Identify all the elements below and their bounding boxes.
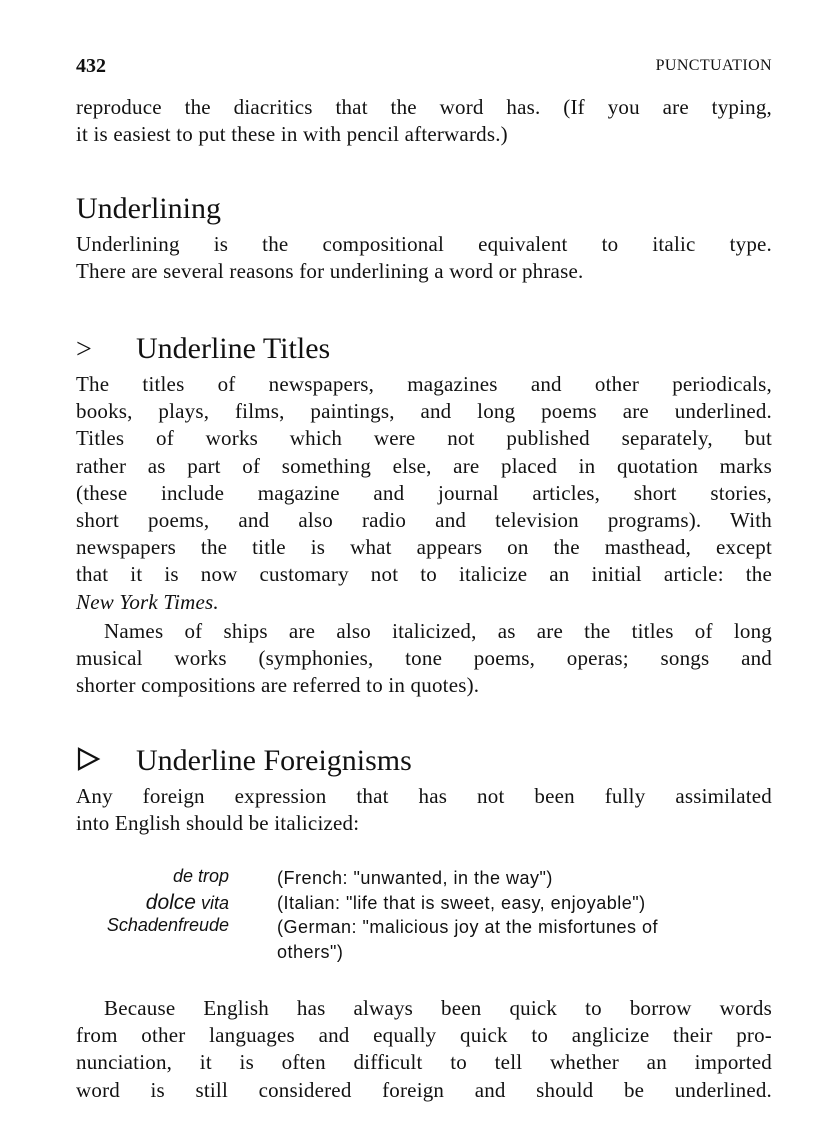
text-line: it is easiest to put these in with pencil afterwards.) (76, 122, 508, 147)
foreign-terms-list (76, 866, 776, 964)
text-line: shorter compositions are referred to in quotes). (76, 673, 480, 698)
text-line: word is still considered foreign and should be underlined. (76, 1077, 772, 1102)
section-heading: Underlining (76, 192, 221, 225)
term-definition: (Italian: "life that is sweet, easy, enjoyable") (277, 892, 646, 913)
text-line: that it is now customary not to italicize an initial article: the (76, 562, 772, 587)
list-item (76, 866, 776, 891)
text-line: musical works (symphonies, tone poems, operas; songs and (76, 646, 772, 671)
foreign-term: dolce vita (145, 890, 229, 914)
text-line: Any foreign expression that has not been fully assimilated (76, 784, 772, 808)
closing-paragraph (76, 995, 772, 1104)
term-definition: (German: "malicious joy at the misfortunes of others") (277, 917, 659, 962)
titles-paragraph (76, 371, 772, 699)
text-line: from other languages and equally quick to anglicize their pro- (76, 1023, 772, 1048)
example-title: New York Times. (76, 589, 219, 614)
subsection-heading-foreignisms (76, 744, 412, 778)
chevron-marker-icon: > (76, 334, 92, 365)
text-line: short poems, and also radio and television programs). With (76, 508, 772, 533)
text-line: Underlining is the compositional equivalent to italic type. (76, 232, 772, 256)
underlining-paragraph (76, 231, 772, 285)
text-line: Titles of works which were not published separately, but (76, 426, 772, 451)
intro-paragraph (76, 94, 772, 148)
text-line: books, plays, films, paintings, and long poems are underlined. (76, 399, 772, 424)
text-line: The titles of newspapers, magazines and other periodicals, (76, 372, 772, 396)
text-line: newspapers the title is what appears on the masthead, except (76, 535, 772, 560)
page-number: 432 (76, 55, 106, 77)
foreign-term: de trop (172, 866, 229, 886)
term-definition: (French: "unwanted, in the way") (277, 868, 553, 888)
text-line: rather as part of something else, are placed in quotation marks (76, 453, 772, 478)
running-head: PUNCTUATION (655, 57, 772, 74)
list-item (76, 891, 776, 916)
foreignisms-paragraph (76, 783, 772, 837)
subsection-title: Underline Titles (136, 332, 331, 365)
text-line: nunciation, it is often difficult to tell whether an imported (76, 1050, 772, 1075)
triangle-marker-icon (76, 744, 136, 778)
subsection-heading-titles (76, 332, 330, 366)
text-line: Because English has always been quick to borrow words (104, 996, 772, 1020)
subsection-title: Underline Foreignisms (136, 744, 412, 777)
text-line: Names of ships are also italicized, as are the titles of long (104, 618, 772, 643)
text-line: There are several reasons for underlining a word or phrase. (76, 259, 584, 284)
text-line: into English should be italicized: (76, 811, 360, 836)
text-line: reproduce the diacritics that the word has. (If you are typing, (76, 95, 772, 119)
list-item (76, 915, 776, 964)
foreign-term: Schadenfreude (106, 915, 229, 935)
text-line: (these include magazine and journal articles, short stories, (76, 480, 772, 505)
